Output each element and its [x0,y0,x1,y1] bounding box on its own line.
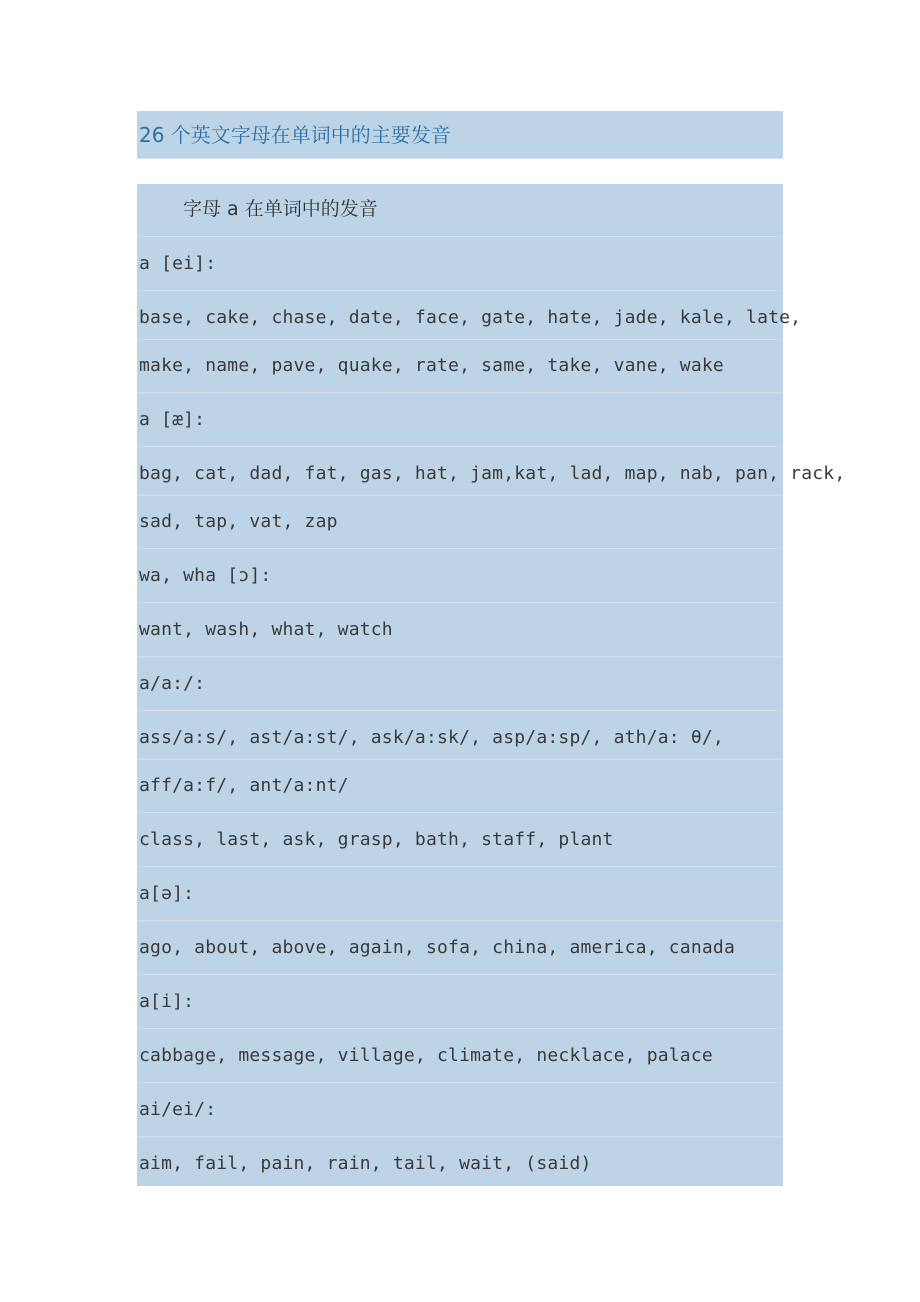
text-line [137,760,783,813]
example-words: aff/a:f/, ant/a:nt/ [139,775,349,796]
pronunciation-content-block [137,184,846,1186]
document-title-bar [137,111,783,159]
example-words: sad, tap, vat, zap [139,511,338,532]
example-words: ass/a:s/, ast/a:st/, ask/a:sk/, asp/a:sp/, ath/a: θ/, [139,727,724,748]
phonetic-heading: wa, wha [ɔ]: [139,565,272,586]
text-line [137,340,783,393]
text-line [137,922,783,975]
example-words: class, last, ask, grasp, bath, staff, plant [139,829,614,850]
text-line [137,1030,783,1083]
phonetic-heading: ai/ei/: [139,1099,217,1120]
section-header: 字母 a 在单词中的发音 [183,198,378,220]
example-words: cabbage, message, village, climate, necklace, palace [139,1045,713,1066]
text-line [137,1084,783,1137]
example-words: base, cake, chase, date, face, gate, hate, jade, kale, late, [139,307,802,328]
text-line [137,976,783,1029]
example-words: ago, about, above, again, sofa, china, america, canada [139,937,735,958]
example-words: aim, fail, pain, rain, tail, wait, (said) [139,1153,592,1174]
text-line [137,604,783,657]
text-line [137,712,783,760]
text-line [137,448,846,496]
text-line [137,394,783,447]
text-line [137,658,783,711]
text-line [137,1138,783,1186]
section-header-row [137,184,783,237]
phonetic-heading: a [ei]: [139,253,217,274]
text-line [137,496,783,549]
text-line [137,238,783,291]
text-line [137,292,802,340]
phonetic-heading: a [æ]: [139,409,206,430]
example-words: bag, cat, dad, fat, gas, hat, jam,kat, lad, map, nab, pan, rack, [139,463,846,484]
text-line [137,550,783,603]
example-words: make, name, pave, quake, rate, same, take, vane, wake [139,355,724,376]
document-title: 26 个英文字母在单词中的主要发音 [139,123,451,147]
example-words: want, wash, what, watch [139,619,393,640]
phonetic-heading: a[ə]: [139,883,195,904]
text-line [137,814,783,867]
phonetic-heading: a[i]: [139,991,195,1012]
text-line [137,868,783,921]
phonetic-heading: a/a:/: [139,673,206,694]
